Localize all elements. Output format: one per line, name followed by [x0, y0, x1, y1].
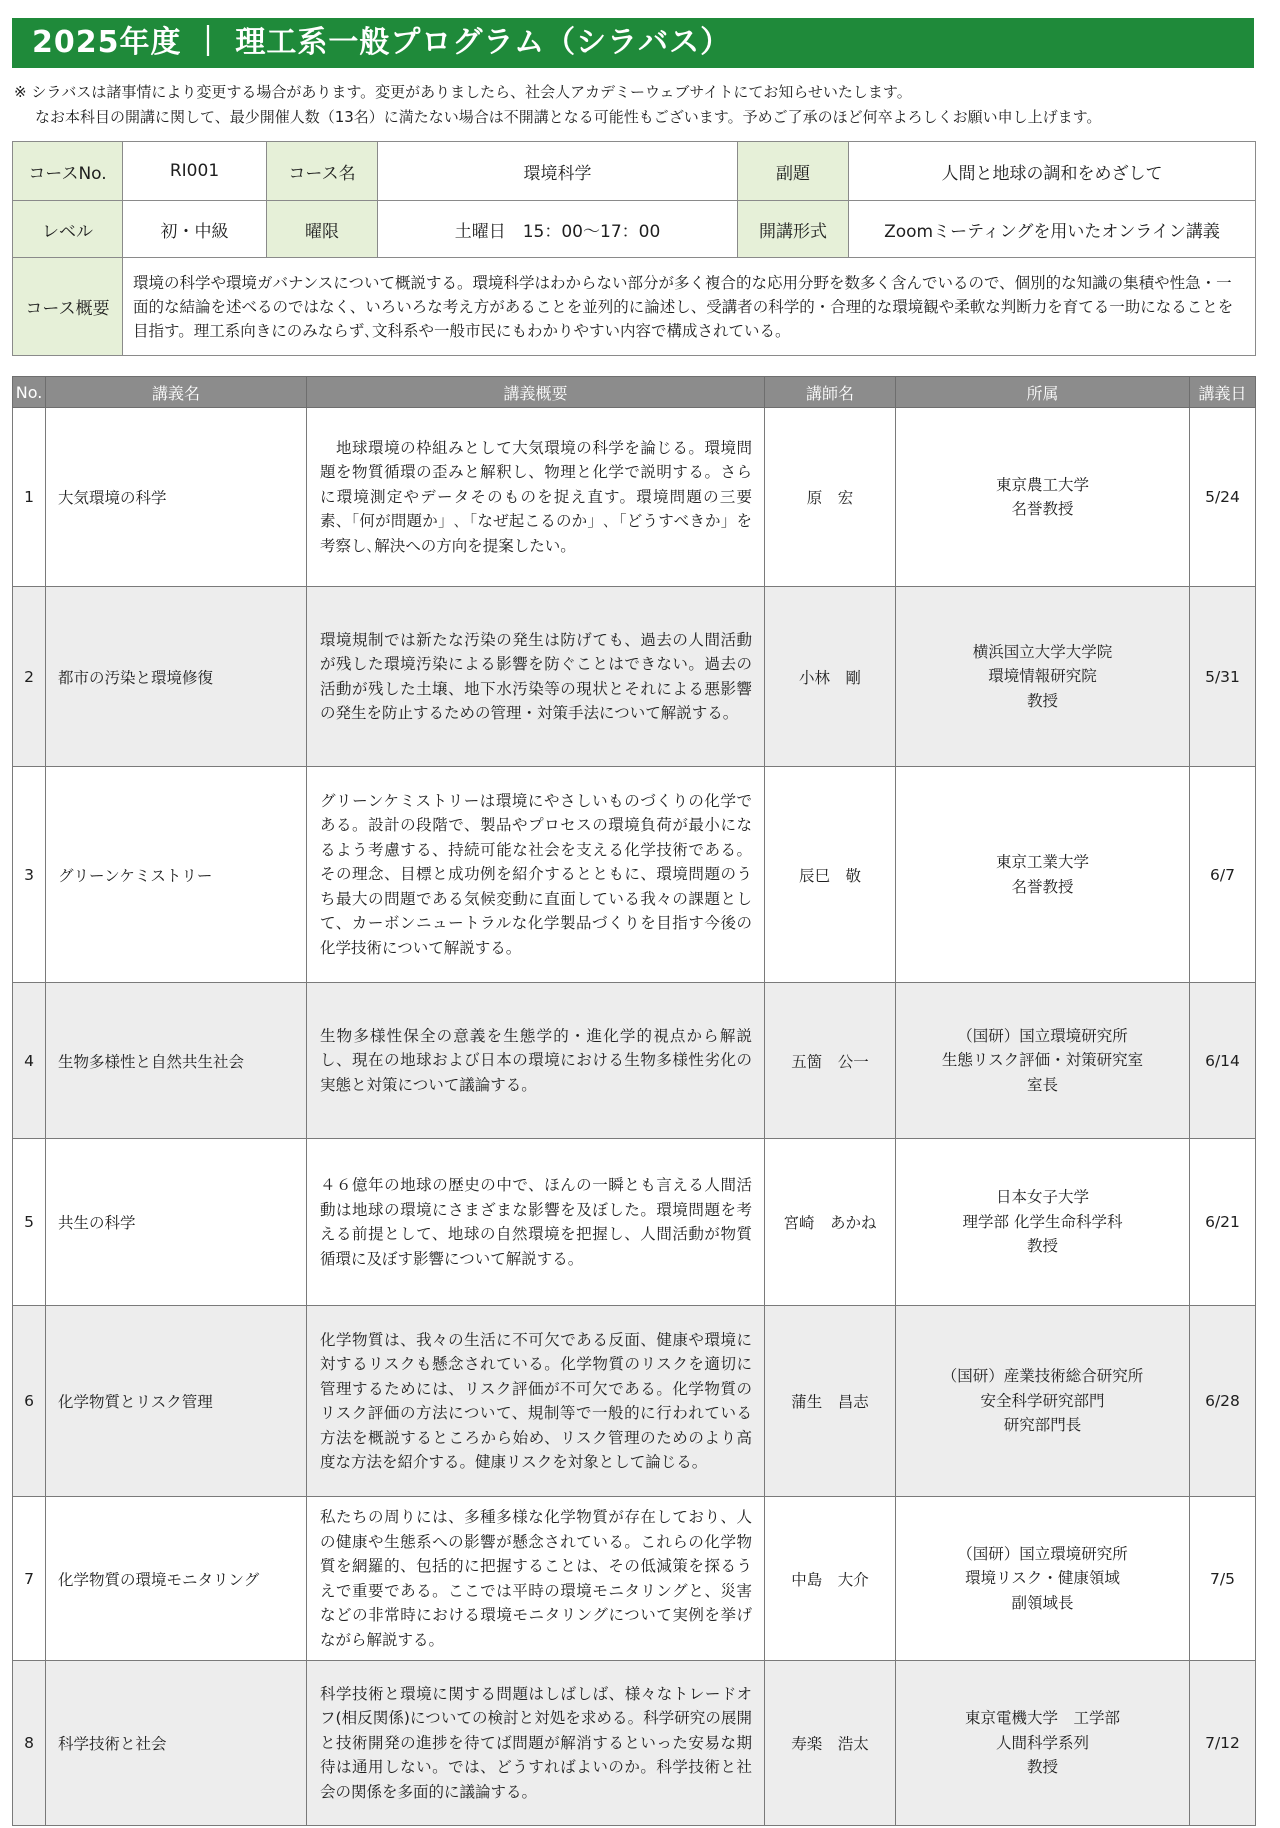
lecture-summary: グリーンケミストリーは環境にやさしいものづくりの化学である。設計の段階で、製品やプロセスの環境負荷が最小になるよう考慮する、持続可能な社会を支える化学技術である。その理念、目標と成功例を紹介するとともに、環境問題のうち最大の問題である気候変動に直面している我々の課題として、カーボンニュートラルな化学製品づくりを目指す今後の化学技術について解説する。 — [307, 767, 765, 983]
affiliation-line: 名誉教授 — [1011, 877, 1074, 896]
lecture-title: 都市の汚染と環境修復 — [46, 587, 307, 767]
affiliation-line: 東京工業大学 — [995, 853, 1089, 871]
affiliation-line: 環境リスク・健康領域 — [965, 1569, 1120, 1588]
level-value: 初・中級 — [123, 201, 267, 258]
lecture-affiliation — [896, 408, 1190, 587]
lecture-title: 生物多様性と自然共生社会 — [46, 983, 307, 1139]
course-info-row — [13, 258, 1256, 356]
lecture-title: グリーンケミストリー — [46, 767, 307, 983]
lecture-summary: 化学物質は、我々の生活に不可欠である反面、健康や環境に対するリスクも懸念されている。化学物質のリスクを適切に管理するためには、リスク評価が不可欠である。化学物質のリスク評価の方法について、規制等で一般的に行われている方法を概説するところから始め、リスク管理のためのより高度な方法を紹介する。健康リスクを対象として論じる。 — [307, 1306, 765, 1497]
lecture-title: 化学物質の環境モニタリング — [46, 1497, 307, 1661]
header-title: 講義名 — [46, 377, 307, 408]
lecture-date: 6/21 — [1190, 1139, 1256, 1306]
course-no-value: RI001 — [123, 142, 267, 201]
course-subtitle-label: 副題 — [738, 142, 849, 201]
affiliation-line: 室長 — [1026, 1075, 1058, 1094]
affiliation-line: 副領域長 — [1011, 1593, 1074, 1612]
lecture-date: 7/12 — [1190, 1661, 1256, 1826]
affiliation-line: 横浜国立大学大学院 — [972, 642, 1113, 661]
level-label: レベル — [13, 201, 123, 258]
lecture-affiliation — [896, 587, 1190, 767]
lecture-summary: 科学技術と環境に関する問題はしばしば、様々なトレードオフ(相反関係)についての検討と対処を求める。科学研究の展開と技術開発の進捗を待てば問題が解消するといった安易な期待は通用しない。では、どうすればよいのか。科学技術と社会の関係を多面的に議論する。 — [307, 1661, 765, 1826]
table-row — [13, 1139, 1256, 1306]
schedule-label: 曜限 — [267, 201, 378, 258]
affiliation-line: 教授 — [1026, 1758, 1058, 1777]
affiliation-line: （国研）国立環境研究所 — [957, 1544, 1128, 1563]
course-summary-label: コース概要 — [13, 258, 123, 356]
lecture-no: 7 — [13, 1497, 46, 1661]
lecture-affiliation — [896, 983, 1190, 1139]
affiliation-line: 生態リスク評価・対策研究室 — [941, 1051, 1144, 1070]
course-info-table — [12, 141, 1256, 356]
lecture-summary: 生物多様性保全の意義を生態学的・進化学的視点から解説し、現在の地球および日本の環境における生物多様性劣化の実態と対策について議論する。 — [307, 983, 765, 1139]
format-value: Zoomミーティングを用いたオンライン講義 — [849, 201, 1256, 258]
lecture-affiliation — [896, 1306, 1190, 1497]
affiliation-line: 教授 — [1026, 1237, 1058, 1256]
lecture-date: 7/5 — [1190, 1497, 1256, 1661]
lecture-instructor: 原 宏 — [765, 408, 896, 587]
notice-line-1: ※ シラバスは諸事情により変更する場合があります。変更がありましたら、社会人アカデミーウェブサイトにてお知らせいたします。 — [14, 83, 912, 101]
affiliation-line: （国研）国立環境研究所 — [957, 1026, 1128, 1045]
lecture-date: 6/14 — [1190, 983, 1256, 1139]
affiliation-line: 東京電機大学 工学部 — [964, 1709, 1120, 1728]
affiliation-line: 安全科学研究部門 — [980, 1391, 1105, 1410]
affiliation-line: 教授 — [1026, 691, 1058, 710]
table-row — [13, 767, 1256, 983]
page-title: 2025年度 ｜ 理工系一般プログラム（シラバス） — [32, 25, 732, 60]
lecture-table — [12, 376, 1256, 1826]
lecture-title: 化学物質とリスク管理 — [46, 1306, 307, 1497]
table-row — [13, 408, 1256, 587]
lecture-affiliation — [896, 1139, 1190, 1306]
header-no: No. — [13, 377, 46, 408]
page-title-banner — [12, 18, 1254, 68]
schedule-value: 土曜日 15：00～17：00 — [378, 201, 738, 258]
affiliation-line: 日本女子大学 — [995, 1188, 1089, 1207]
course-info-row — [13, 201, 1256, 258]
course-summary-value: 環境の科学や環境ガバナンスについて概説する。環境科学はわからない部分が多く複合的な応用分野を数多く含んでいるので、個別的な知識の集積や性急・一面的な結論を述べるのではなく、いろいろな考え方があることを並列的に論述し、受講者の科学的・合理的な環境観や柔軟な判断力を育てる一助になることを目指す。理工系向きにのみならず､文科系や一般市民にもわかりやすい内容で構成されている。 — [123, 258, 1256, 356]
affiliation-line: 東京農工大学 — [995, 475, 1089, 494]
lecture-summary: ４６億年の地球の歴史の中で、ほんの一瞬とも言える人間活動は地球の環境にさまざまな影響を及ぼした。環境問題を考える前提として、地球の自然環境を把握し、人間活動が物質循環に及ぼす影響について解説する。 — [307, 1139, 765, 1306]
affiliation-line: （国研）産業技術総合研究所 — [941, 1367, 1144, 1386]
lecture-title: 科学技術と社会 — [46, 1661, 307, 1826]
header-instructor: 講師名 — [765, 377, 896, 408]
lecture-date: 6/28 — [1190, 1306, 1256, 1497]
lecture-no: 8 — [13, 1661, 46, 1826]
table-row — [13, 1497, 1256, 1661]
header-summary: 講義概要 — [307, 377, 765, 408]
course-no-label: コースNo. — [13, 142, 123, 201]
lecture-affiliation — [896, 1497, 1190, 1661]
table-row — [13, 1306, 1256, 1497]
lecture-date: 5/31 — [1190, 587, 1256, 767]
affiliation-line: 名誉教授 — [1011, 500, 1074, 518]
lecture-table-header — [13, 377, 1256, 408]
table-row — [13, 983, 1256, 1139]
lecture-no: 4 — [13, 983, 46, 1139]
table-row — [13, 1661, 1256, 1826]
affiliation-line: 理学部 化学生命科学科 — [962, 1212, 1123, 1231]
notice-line-2: なお本科目の開講に関して、最少開催人数（13名）に満たない場合は不開講となる可能性もございます。予めご了承のほど何卒よろしくお願い申し上げます。 — [35, 108, 1102, 126]
lecture-date: 6/7 — [1190, 767, 1256, 983]
lecture-summary: 環境規制では新たな汚染の発生は防げても、過去の人間活動が残した環境汚染による影響を防ぐことはできない。過去の活動が残した土壌、地下水汚染等の現状とそれによる悪影響の発生を防止するための管理・対策手法について解説する。 — [307, 587, 765, 767]
lecture-instructor: 辰巳 敬 — [765, 767, 896, 983]
notice — [14, 80, 1274, 130]
lecture-date: 5/24 — [1190, 408, 1256, 587]
table-row — [13, 587, 1256, 767]
lecture-title: 大気環境の科学 — [46, 408, 307, 587]
format-label: 開講形式 — [738, 201, 849, 258]
affiliation-line: 研究部門長 — [1003, 1416, 1082, 1435]
lecture-no: 2 — [13, 587, 46, 767]
lecture-no: 6 — [13, 1306, 46, 1497]
affiliation-line: 環境情報研究院 — [988, 667, 1097, 686]
lecture-instructor: 五箇 公一 — [765, 983, 896, 1139]
lecture-affiliation — [896, 1661, 1190, 1826]
lecture-instructor: 宮崎 あかね — [765, 1139, 896, 1306]
affiliation-line: 人間科学系列 — [995, 1733, 1089, 1752]
lecture-affiliation — [896, 767, 1190, 983]
course-subtitle-value: 人間と地球の調和をめざして — [849, 142, 1256, 201]
lecture-summary: 私たちの周りには、多種多様な化学物質が存在しており、人の健康や生態系への影響が懸念されている。これらの化学物質を網羅的、包括的に把握することは、その低減策を探るうえで重要である。ここでは平時の環境モニタリングと、災害などの非常時における環境モニタリングについて実例を挙げながら解説する。 — [307, 1497, 765, 1661]
lecture-instructor: 蒲生 昌志 — [765, 1306, 896, 1497]
lecture-instructor: 寿楽 浩太 — [765, 1661, 896, 1826]
header-affiliation: 所属 — [896, 377, 1190, 408]
header-date: 講義日 — [1190, 377, 1256, 408]
lecture-no: 1 — [13, 408, 46, 587]
course-name-label: コース名 — [267, 142, 378, 201]
course-info-row — [13, 142, 1256, 201]
lecture-instructor: 小林 剛 — [765, 587, 896, 767]
lecture-summary: 地球環境の枠組みとして大気環境の科学を論じる。環境問題を物質循環の歪みと解釈し、物理と化学で説明する。さらに環境測定やデータそのものを捉え直す。環境問題の三要素、「何が問題か」､「なぜ起こるのか」､「どうすべきか」を考察し､解決への方向を提案したい。 — [307, 408, 765, 587]
lecture-instructor: 中島 大介 — [765, 1497, 896, 1661]
lecture-no: 5 — [13, 1139, 46, 1306]
lecture-no: 3 — [13, 767, 46, 983]
course-name-value: 環境科学 — [378, 142, 738, 201]
lecture-title: 共生の科学 — [46, 1139, 307, 1306]
